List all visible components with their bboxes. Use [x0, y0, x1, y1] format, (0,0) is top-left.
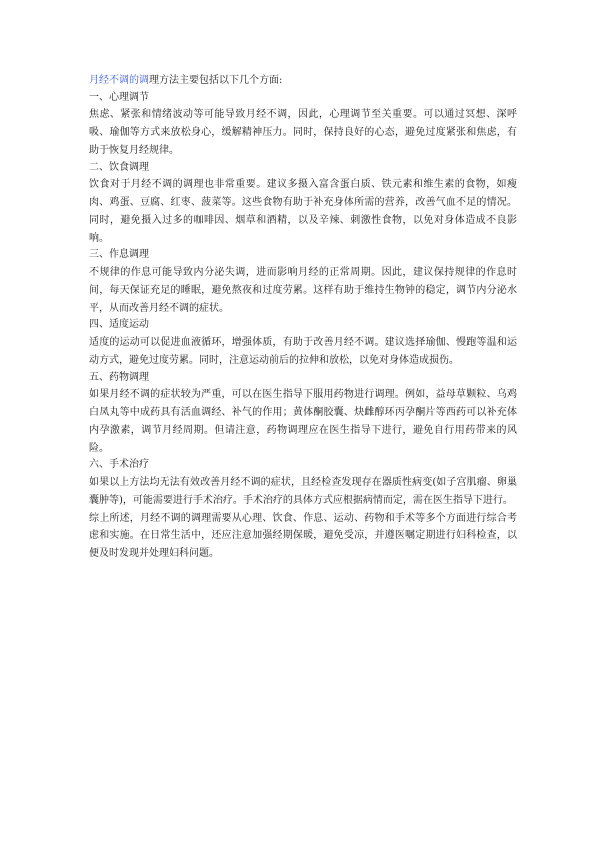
section-heading-exercise: 四、适度运动: [89, 319, 149, 331]
section-heading-psychology: 一、心理调节: [89, 91, 149, 103]
intro-line: [89, 73, 517, 90]
intro-link[interactable]: 月经不调的调: [89, 75, 149, 86]
document-page: [89, 73, 517, 563]
conclusion-paragraph: 综上所述，月经不调的调理需要从心理、饮食、作息、运动、药物和手术等多个方面进行综合考虑和实施。在日常生活中，还应注意加强经期保暖，避免受凉，并遵医嘱定期进行妇科检查，以便及时发现并处理妇科问题。: [89, 512, 517, 560]
intro-text: 理方法主要包括以下几个方面:: [149, 75, 283, 86]
section-body-diet: 饮食对于月经不调的调理也非常重要。建议多摄入富含蛋白质、铁元素和维生素的食物，如瘦肉、鸡蛋、豆腐、红枣、菠菜等。这些食物有助于补充身体所需的营养，改善气血不足的情况。同时，避免摄入过多的咖啡因、烟草和酒精，以及辛辣、刺激性食物，以免对身体造成不良影响。: [89, 179, 517, 244]
section-heading-routine: 三、作息调理: [89, 249, 149, 261]
section-heading-medication: 五、药物调理: [89, 371, 149, 383]
section-body-surgery: 如果以上方法均无法有效改善月经不调的症状，且经检查发现存在器质性病变(如子宫肌瘤、卵巢囊肿等)，可能需要进行手术治疗。手术治疗的具体方式应根据病情而定，需在医生指导下进行。: [89, 476, 517, 506]
section-body-medication: 如果月经不调的症状较为严重，可以在医生指导下服用药物进行调理。例如，益母草颗粒、乌鸡白凤丸等中成药具有活血调经、补气的作用；黄体酮胶囊、炔雌醇环丙孕酮片等西药可以补充体内孕激素，调节月经周期。但请注意，药物调理应在医生指导下进行，避免自行用药带来的风险。: [89, 389, 517, 454]
section-heading-surgery: 六、手术治疗: [89, 459, 149, 471]
section-heading-diet: 二、饮食调理: [89, 161, 149, 173]
section-body-routine: 不规律的作息可能导致内分泌失调，进而影响月经的正常周期。因此，建议保持规律的作息时间，每天保证充足的睡眠，避免熬夜和过度劳累。这样有助于维持生物钟的稳定，调节内分泌水平，从而改善月经不调的症状。: [89, 266, 517, 314]
section-body-exercise: 适度的运动可以促进血液循环，增强体质，有助于改善月经不调。建议选择瑜伽、慢跑等温和运动方式，避免过度劳累。同时，注意运动前后的拉伸和放松，以免对身体造成损伤。: [89, 336, 517, 366]
section-body-psychology: 焦虑、紧张和情绪波动等可能导致月经不调，因此，心理调节至关重要。可以通过冥想、深呼吸、瑜伽等方式来放松身心，缓解精神压力。同时，保持良好的心态，避免过度紧张和焦虑，有助于恢复月经规律。: [89, 109, 517, 156]
